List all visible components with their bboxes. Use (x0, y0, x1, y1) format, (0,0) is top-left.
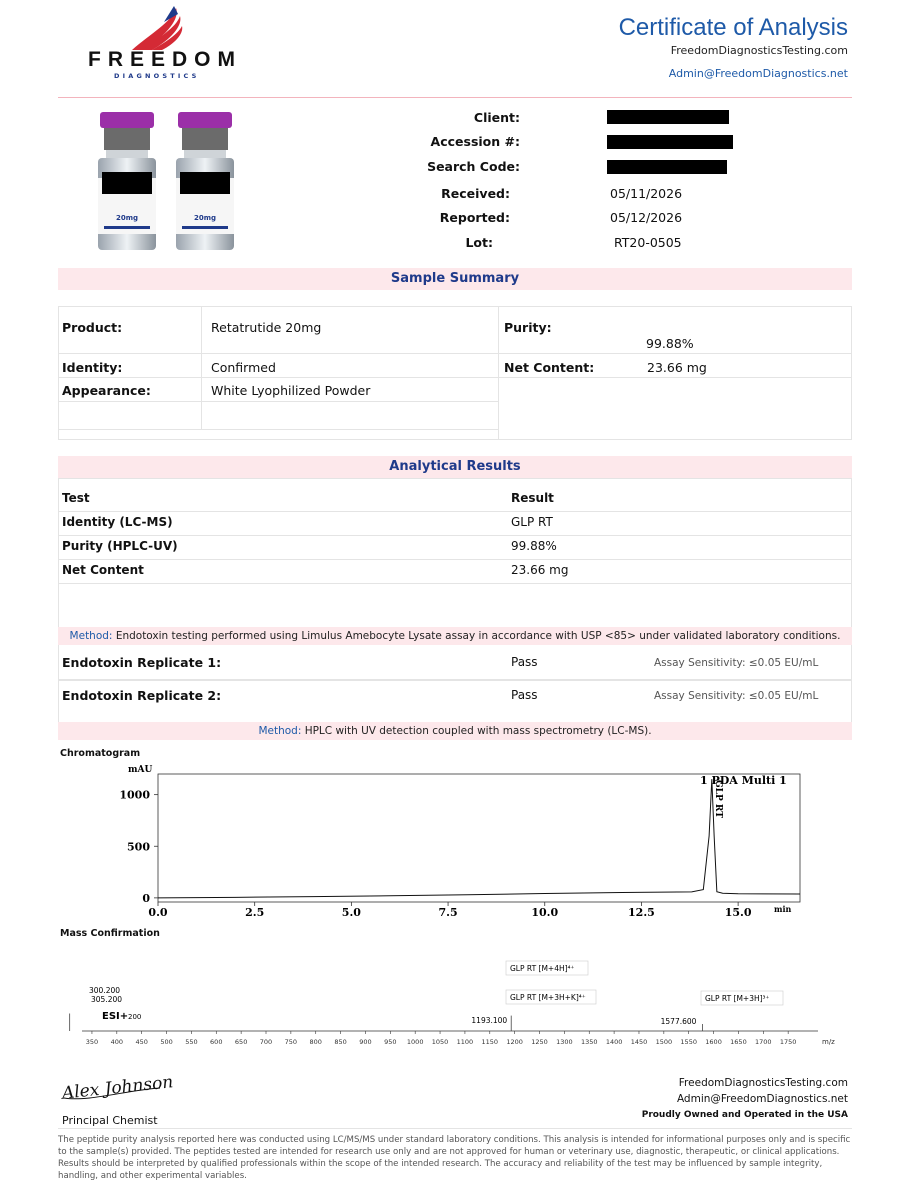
peak-label: GLP RT (712, 780, 723, 818)
x-tick-label: 10.0 (531, 906, 559, 919)
footer-website-link[interactable]: FreedomDiagnosticsTesting.com (678, 1077, 848, 1089)
table-row-test: Identity (LC-MS) (62, 515, 173, 529)
endotoxin-replicate-result: Pass (511, 688, 538, 702)
product-vials-photo (92, 108, 252, 258)
annotation-label: GLP RT [M+3H]³⁺ (705, 994, 770, 1003)
x-axis-label: m/z (822, 1038, 835, 1046)
reported-value: 05/12/2026 (610, 210, 683, 225)
x-tick-label: 600 (210, 1038, 223, 1046)
col-test-header: Test (62, 491, 90, 505)
x-tick-label: 1400 (605, 1038, 623, 1046)
x-tick-label: 850 (334, 1038, 347, 1046)
product-label: Product: (62, 320, 123, 335)
x-tick-label: 1200 (506, 1038, 523, 1046)
lot-value: RT20-0505 (614, 235, 682, 250)
x-tick-label: 350 (85, 1038, 99, 1046)
analytical-results-heading: Analytical Results (58, 456, 852, 478)
reported-label: Reported: (439, 210, 510, 225)
endotoxin-method-note: Method: Endotoxin testing performed using Limulus Amebocyte Lysate assay in accordance with USP <85> under validated laboratory conditions. (58, 627, 852, 645)
x-tick-label: 7.5 (438, 906, 458, 919)
signature-image (58, 1068, 178, 1108)
x-tick-label: 2.5 (245, 906, 265, 919)
header-divider (58, 97, 852, 98)
x-axis-label: min (774, 904, 792, 914)
endotoxin-replicate-result: Pass (511, 655, 538, 669)
identity-value: Confirmed (211, 360, 276, 375)
x-tick-label: 1100 (456, 1038, 474, 1046)
peak-value-label: 300.200 (89, 986, 121, 995)
net-content-value: 23.66 mg (647, 360, 707, 375)
hplc-method-note: Method: HPLC with UV detection coupled with mass spectrometry (LC-MS). (58, 722, 852, 740)
received-value: 05/11/2026 (610, 186, 683, 201)
ion-source-label: ESI+ (102, 1011, 129, 1022)
x-tick-label: 1500 (655, 1038, 673, 1046)
purity-value: 99.88% (646, 336, 694, 351)
x-tick-label: 1650 (730, 1038, 747, 1046)
chromatogram-series-line (158, 779, 800, 898)
page-title: Certificate of Analysis (618, 14, 848, 41)
sample-summary-table (58, 306, 852, 440)
purity-label: Purity: (504, 320, 552, 335)
peak-value-label: 1577.600 (660, 1017, 697, 1026)
mass-spectrum-chart (58, 945, 852, 1055)
x-tick-label: 1450 (630, 1038, 648, 1046)
chart-legend: 1 PDA Multi 1 (700, 774, 787, 787)
footer-email-link[interactable]: Admin@FreedomDiagnostics.net (676, 1093, 848, 1105)
table-row-result: 23.66 mg (511, 563, 569, 577)
brand-name: FREEDOM (88, 48, 242, 71)
brand-subtitle: DIAGNOSTICS (114, 72, 200, 80)
peak-value-label: 305.200 (91, 995, 123, 1004)
client-label: Client: (473, 110, 520, 125)
x-tick-label: 950 (384, 1038, 397, 1046)
svg-text:20mg: 20mg (193, 214, 217, 222)
x-tick-label: 5.0 (341, 906, 361, 919)
x-tick-label: 800 (309, 1038, 322, 1046)
x-tick-label: 1050 (431, 1038, 449, 1046)
disclaimer-text: The peptide purity analysis reported here was conducted using LC/MS/MS under standard laboratory conditions. This analysis is intended for informational purposes only and is specific to the sample(s) provided. The peptides tested are intended for research use only and are not approved for human or veterinary use, diagnostic, therapeutic, or clinical applications. Results should be interpreted by qualified professionals within the scope of the intended research. The accuracy and reliability of the test may be influenced by sample integrity, handling, and other experimental variables. (58, 1135, 851, 1181)
accession-redacted (607, 135, 733, 149)
chromatogram-chart (58, 762, 852, 922)
table-row-test: Net Content (62, 563, 144, 577)
footer-divider (58, 1128, 852, 1129)
footer-owned-note: Proudly Owned and Operated in the USA (641, 1110, 848, 1120)
header-email-link[interactable]: Admin@FreedomDiagnostics.net (668, 67, 848, 80)
table-row-test: Purity (HPLC-UV) (62, 539, 178, 553)
x-tick-label: 1150 (481, 1038, 499, 1046)
x-tick-label: 750 (284, 1038, 298, 1046)
svg-text:Alex Johnson: Alex Johnson (61, 1072, 175, 1104)
chemist-title: Principal Chemist (62, 1114, 158, 1127)
lot-label: Lot: (465, 235, 493, 250)
mass-confirmation-title: Mass Confirmation (60, 928, 160, 939)
x-tick-label: 900 (359, 1038, 372, 1046)
divider (58, 679, 852, 680)
appearance-label: Appearance: (62, 383, 151, 398)
endotoxin-replicate-label: Endotoxin Replicate 2: (62, 688, 222, 703)
table-row-result: GLP RT (511, 515, 553, 529)
assay-sensitivity: Assay Sensitivity: ≤0.05 EU/mL (654, 690, 819, 702)
x-tick-label: 1250 (531, 1038, 548, 1046)
appearance-value: White Lyophilized Powder (211, 383, 371, 398)
x-tick-label: 1750 (779, 1038, 797, 1046)
annotation-label: GLP RT [M+4H]⁴⁺ (510, 964, 575, 973)
col-result-header: Result (511, 491, 554, 505)
x-tick-label: 12.5 (628, 906, 655, 919)
search-code-label: Search Code: (427, 159, 520, 174)
y-tick-label: 1000 (119, 788, 150, 802)
x-tick-label: 550 (185, 1038, 198, 1046)
x-tick-label: 1350 (580, 1038, 598, 1046)
x-tick-label: 1700 (755, 1038, 772, 1046)
assay-sensitivity: Assay Sensitivity: ≤0.05 EU/mL (654, 657, 819, 669)
search-code-redacted (607, 160, 727, 174)
x-tick-label: 15.0 (724, 906, 752, 919)
chromatogram-title: Chromatogram (60, 748, 141, 759)
x-tick-label: 1600 (705, 1038, 722, 1046)
x-tick-label: 500 (160, 1038, 173, 1046)
header-website-link[interactable]: FreedomDiagnosticsTesting.com (670, 44, 848, 57)
annotation-label: GLP RT [M+3H+K]⁴⁺ (510, 993, 586, 1002)
sample-summary-heading: Sample Summary (58, 268, 852, 290)
accession-label: Accession #: (430, 134, 520, 149)
identity-label: Identity: (62, 360, 123, 375)
x-tick-label: 1550 (680, 1038, 697, 1046)
peak-value-label: 1193.100 (471, 1016, 508, 1025)
received-label: Received: (441, 186, 510, 201)
x-tick-label: 400 (110, 1038, 124, 1046)
x-tick-label: 1000 (406, 1038, 424, 1046)
y-tick-label: 500 (127, 840, 150, 854)
x-tick-label: 0.0 (148, 906, 168, 919)
product-value: Retatrutide 20mg (211, 320, 322, 335)
y-axis-label: mAU (128, 765, 153, 775)
endotoxin-replicate-label: Endotoxin Replicate 1: (62, 655, 222, 670)
table-row-result: 99.88% (511, 539, 557, 553)
net-content-label: Net Content: (504, 360, 595, 375)
x-tick-label: 1300 (556, 1038, 573, 1046)
x-tick-label: 700 (259, 1038, 273, 1046)
x-tick-label: 450 (135, 1038, 148, 1046)
y-tick-label: 0 (142, 891, 150, 905)
svg-text:20mg: 20mg (115, 214, 139, 222)
stray-label: 200 (128, 1013, 142, 1021)
client-redacted (607, 110, 729, 124)
x-tick-label: 650 (234, 1038, 248, 1046)
